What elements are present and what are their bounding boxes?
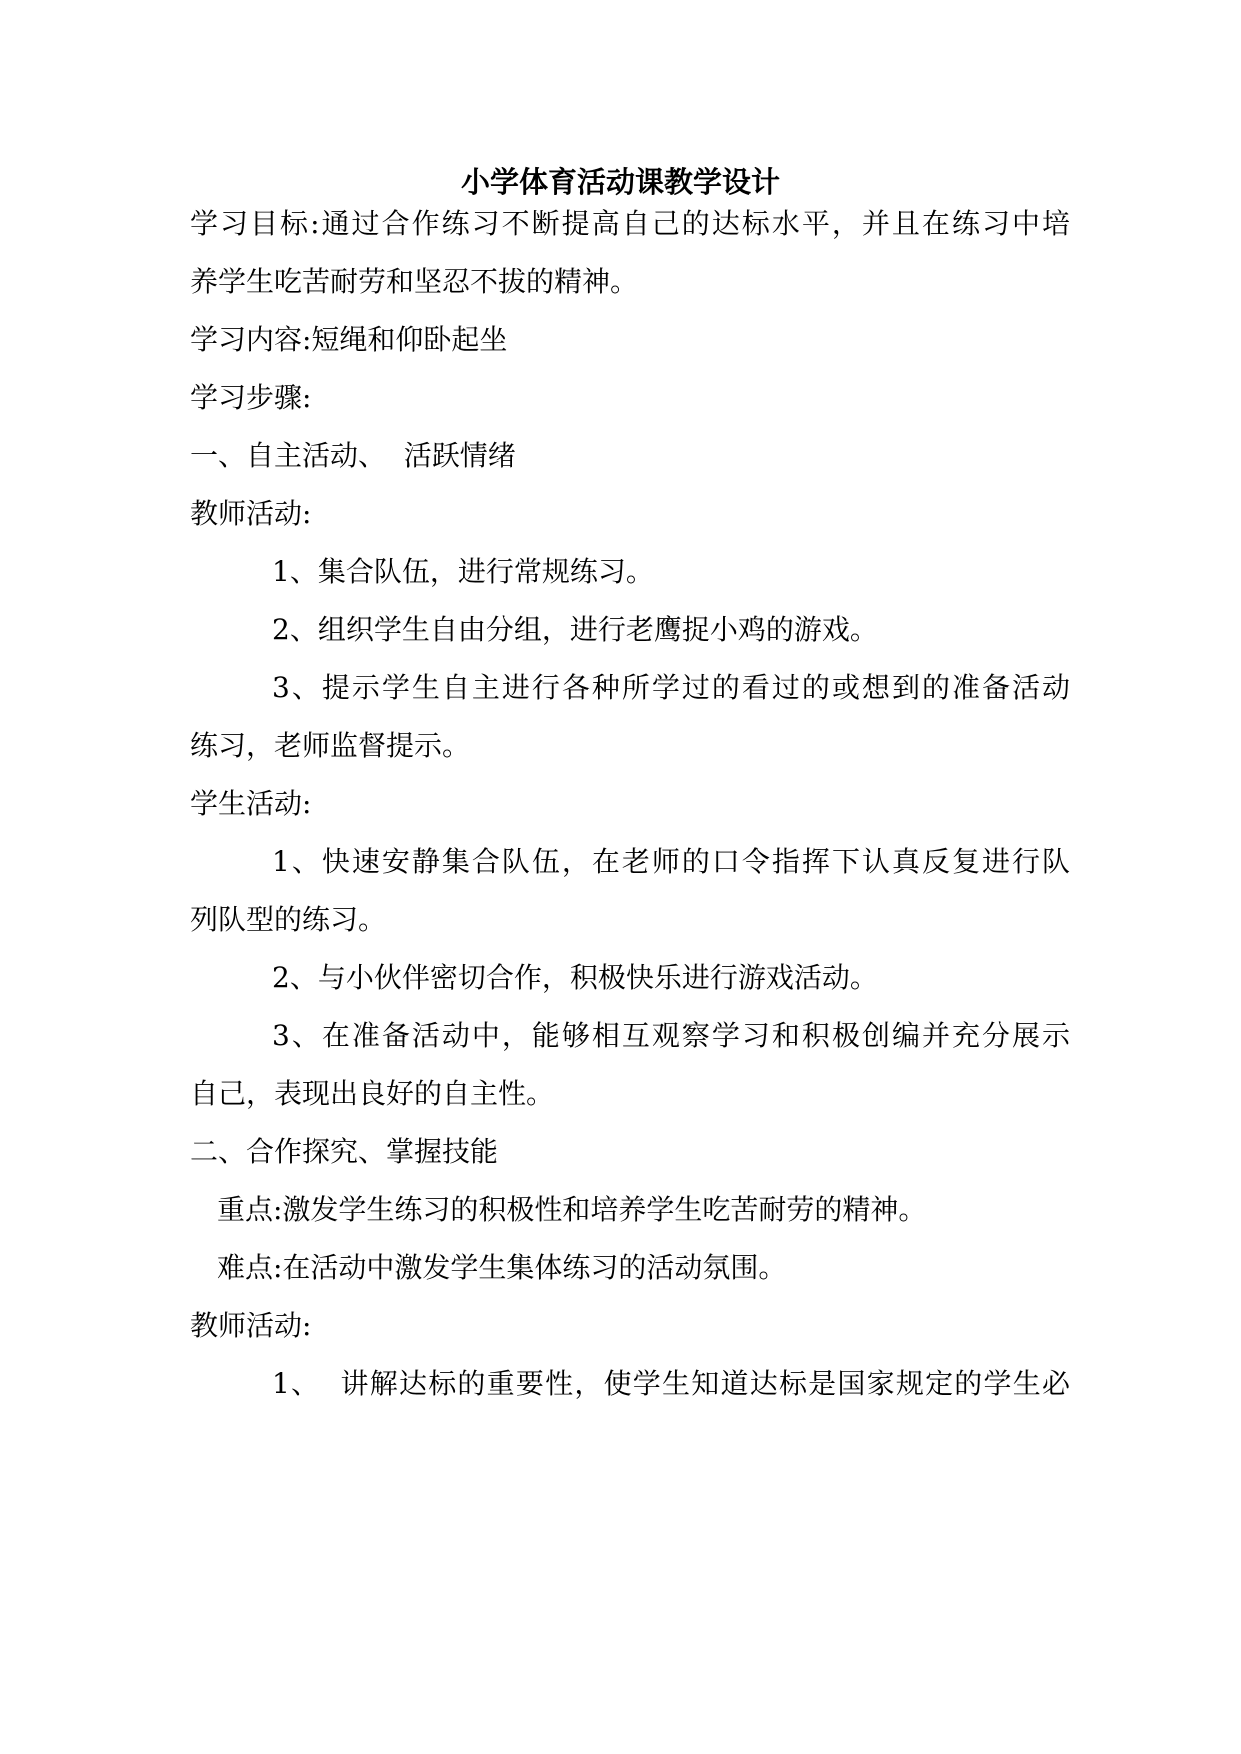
student-item-3-line-1: 3、在准备活动中，能够相互观察学习和积极创编并充分展示 xyxy=(272,1019,1070,1052)
student-item-2: 2、与小伙伴密切合作，积极快乐进行游戏活动。 xyxy=(272,961,878,994)
learning-content: 学习内容:短绳和仰卧起坐 xyxy=(190,323,508,356)
key-point: 重点:激发学生练习的积极性和培养学生吃苦耐劳的精神。 xyxy=(217,1193,927,1226)
teacher-activity-label: 教师活动: xyxy=(190,497,312,530)
student-activity-label: 学生活动: xyxy=(190,787,312,820)
document-title: 小学体育活动课教学设计 xyxy=(460,165,780,199)
section-two-heading: 二、合作探究、掌握技能 xyxy=(190,1135,499,1168)
student-item-1-line-2: 列队型的练习。 xyxy=(190,903,387,936)
learning-goal-line-2: 养学生吃苦耐劳和坚忍不拔的精神。 xyxy=(190,265,639,298)
teacher-item-3-line-1: 3、提示学生自主进行各种所学过的看过的或想到的准备活动 xyxy=(272,671,1070,704)
learning-steps-heading: 学习步骤: xyxy=(190,381,312,414)
teacher-item-2: 2、组织学生自由分组，进行老鹰捉小鸡的游戏。 xyxy=(272,613,878,646)
student-item-1-line-1: 1、快速安静集合队伍，在老师的口令指挥下认真反复进行队 xyxy=(272,845,1070,878)
teacher-item-1: 1、集合队伍，进行常规练习。 xyxy=(272,555,654,588)
student-item-3-line-2: 自己，表现出良好的自主性。 xyxy=(190,1077,555,1110)
learning-goal-line-1: 学习目标:通过合作练习不断提高自己的达标水平，并且在练习中培 xyxy=(190,207,1070,240)
teacher-item-3-line-2: 练习，老师监督提示。 xyxy=(190,729,471,762)
teacher-item-4-line-1: 1、 讲解达标的重要性，使学生知道达标是国家规定的学生必 xyxy=(272,1367,1070,1400)
teacher-activity-label-2: 教师活动: xyxy=(190,1309,312,1342)
section-one-heading: 一、自主活动、 活跃情绪 xyxy=(190,439,516,472)
difficulty-point: 难点:在活动中激发学生集体练习的活动氛围。 xyxy=(217,1251,787,1284)
